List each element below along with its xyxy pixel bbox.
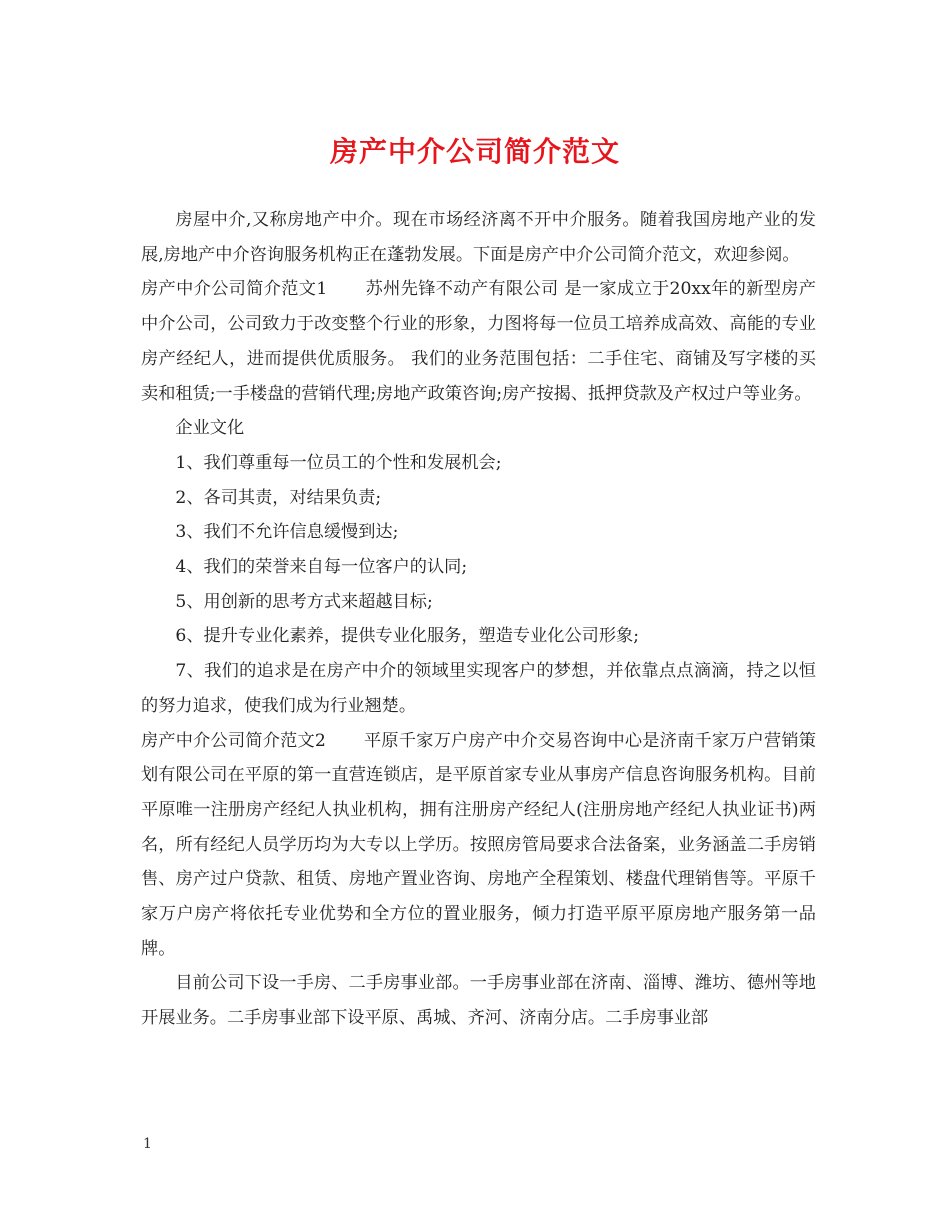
intro-paragraph: 房屋中介,又称房地产中介。现在市场经济离不开中介服务。随着我国房地产业的发展,房地产中介咨询服务机构正在蓬勃发展。下面是房产中介公司简介范文，欢迎参阅。 — [141, 210, 816, 265]
example2-paragraph — [141, 724, 816, 967]
example2-paragraph-2: 目前公司下设一手房、二手房事业部。一手房事业部在济南、淄博、潍坊、德州等地开展业务。二手房事业部下设平原、禹城、齐河、济南分店。二手房事业部 — [141, 973, 816, 1029]
page-number: 1 — [143, 1136, 152, 1152]
culture-item-5: 5、用创新的思考方式来超越目标; — [175, 591, 433, 612]
example2-text: 平原千家万户房产中介交易咨询中心是济南千家万户营销策划有限公司在平原的第一直营连锁店，是平原首家专业从事房产信息咨询服务机构。目前平原唯一注册房产经纪人执业机构，拥有注册房产经纪人(注册房地产经纪人执业证书)两名，所有经纪人员学历均为大专以上学历。按照房管局要求合法备案，业务涵盖二手房销售、房产过户贷款、租赁、房地产置业咨询、房地产全程策划、楼盘代理销售等。平原千家万户房产将依托专业优势和全方位的置业服务，倾力打造平原平原房地产服务第一品牌。 — [141, 730, 816, 959]
culture-item-1: 1、我们尊重每一位员工的个性和发展机会; — [175, 452, 502, 473]
example2-heading: 房产中介公司简介范文2 — [141, 730, 326, 751]
example1-heading: 房产中介公司简介范文1 — [141, 279, 328, 300]
example1-paragraph — [141, 272, 816, 411]
culture-item-2: 2、各司其责，对结果负责; — [175, 487, 382, 508]
culture-item-3: 3、我们不允许信息缓慢到达; — [175, 522, 399, 543]
culture-item-4: 4、我们的荣誉来自每一位客户的认同; — [175, 557, 468, 578]
culture-item-7: 7、我们的追求是在房产中介的领域里实现客户的梦想，并依靠点点滴滴，持之以恒的努力追求，使我们成为行业翘楚。 — [141, 661, 816, 716]
document-body — [141, 203, 816, 1036]
culture-item-6: 6、提升专业化素养，提供专业化服务，塑造专业化公司形象; — [175, 626, 639, 647]
example1-text: 苏州先锋不动产有限公司 是一家成立于20xx年的新型房产中介公司，公司致力于改变整个行业的形象，力图将每一位员工培养成高效、高能的专业房产经纪人，进而提供优质服务。 我们的业务范围包括：二手住宅、商铺及写字楼的买卖和租赁;一手楼盘的营销代理;房地产政策咨询;房产按揭、抵押贷款及产权过户等业务。 — [141, 279, 816, 404]
document-title: 房产中介公司简介范文 — [329, 135, 620, 168]
culture-heading: 企业文化 — [175, 418, 245, 439]
